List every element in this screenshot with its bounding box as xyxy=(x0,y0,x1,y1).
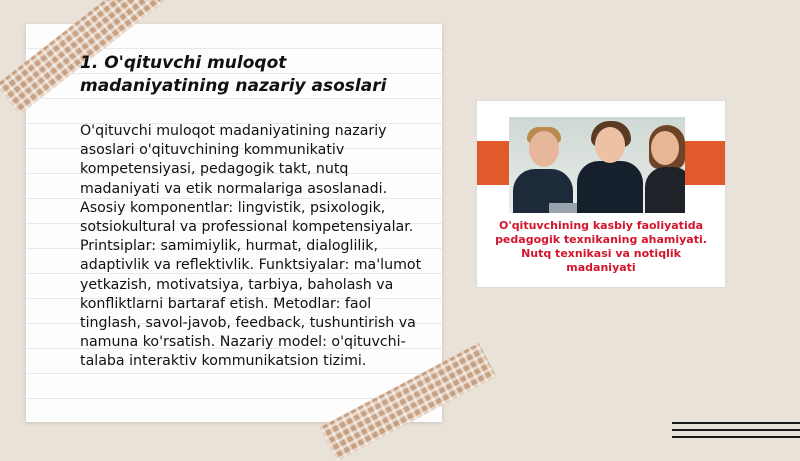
slide-title: 1. O'qituvchi muloqot madaniyatining nazariy asoslari xyxy=(80,53,387,96)
person-body xyxy=(577,161,643,213)
person-head xyxy=(595,127,625,163)
decorative-line xyxy=(672,429,800,431)
image-card xyxy=(476,100,726,288)
person-body xyxy=(645,167,685,213)
person-head xyxy=(651,131,679,165)
decorative-line xyxy=(672,422,800,424)
person-head xyxy=(529,131,559,167)
decorative-line xyxy=(672,436,800,438)
teachers-photo xyxy=(509,117,685,213)
image-caption: O'qituvchining kasbiy faoliyatida pedagogik texnikaning ahamiyati. Nutq texnikasi va notiqlik madaniyati xyxy=(495,219,707,274)
decorative-lines xyxy=(672,422,800,443)
slide-body-text: O'qituvchi muloqot madaniyatining nazariy asoslari o'qituvchining kommunikativ kompetensiyasi, pedagogik takt, nutq madaniyati va etik normalariga asoslanadi. Asosiy komponentlar: lingvistik, psixologik, sotsiokultural va professional kompetensiyalar. Printsiplar: samimiylik, hurmat, dialoglilik, adaptivlik va reflektivlik. Funktsiyalar: ma'lumot yetkazish, motivatsiya, tarbiya, baholash va konfliktlarni bartaraf etish. Metodlar: faol tinglash, savol-javob, feedback, tushuntirish va namuna ko'rsatish. Nazariy model: o'qituvchi-talaba interaktiv kommunikatsion tizimi. xyxy=(80,123,422,370)
